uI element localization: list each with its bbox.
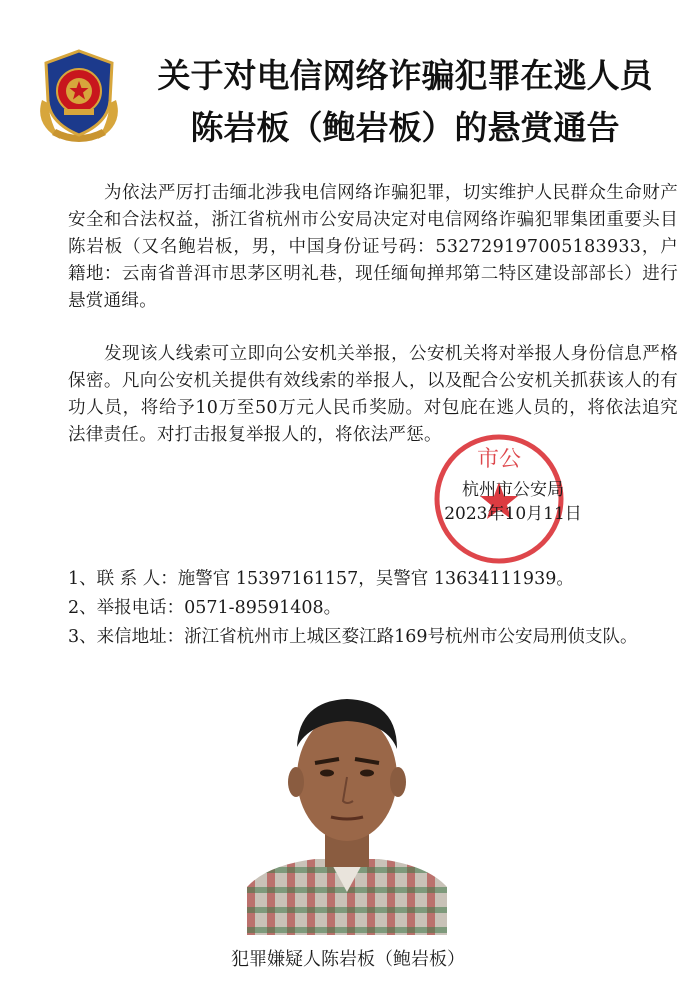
signature-block — [438, 478, 588, 526]
contact-item-3: 3、来信地址：浙江省杭州市上城区婺江路169号杭州市公安局刑侦支队。 — [68, 627, 638, 647]
paragraph-1: 为依法严厉打击缅北涉我电信网络诈骗犯罪，切实维护人民群众生命财产安全和合法权益，浙江省杭州市公安局决定对电信网络诈骗犯罪集团重要头目陈岩板（又名鲍岩板，男，中国身份证号码：532729197005183933，户籍地：云南省普洱市思茅区明礼巷，现任缅甸掸邦第二特区建设部部长）进行悬赏通缉。 — [68, 183, 678, 311]
contact-list — [68, 565, 678, 652]
photo-caption: 犯罪嫌疑人陈岩板（鲍岩板） — [231, 949, 465, 970]
contact-item-1: 1、联 系 人：施警官 15397161157，吴警官 13634111939。 — [68, 569, 574, 589]
issuer-name: 杭州市公安局 — [462, 480, 564, 500]
seal-text: 市公 — [476, 447, 522, 472]
issue-date: 2023年10月11日 — [444, 504, 582, 524]
paragraph-2: 发现该人线索可立即向公安机关举报，公安机关将对举报人身份信息严格保密。凡向公安机关提供有效线索的举报人，以及配合公安机关抓获该人的有功人员，将给予10万至50万元人民币奖励。对包庇在逃人员的，将依法追究法律责任。对打击报复举报人的，将依法严惩。 — [68, 344, 678, 445]
notice-title — [140, 50, 670, 154]
title-line-1: 关于对电信网络诈骗犯罪在逃人员 — [157, 56, 653, 95]
suspect-photo — [247, 687, 447, 935]
contact-item-2: 2、举报电话：0571-89591408。 — [68, 598, 342, 618]
title-line-2: 陈岩板（鲍岩板）的悬赏通告 — [190, 108, 620, 147]
police-emblem-icon — [30, 45, 128, 145]
